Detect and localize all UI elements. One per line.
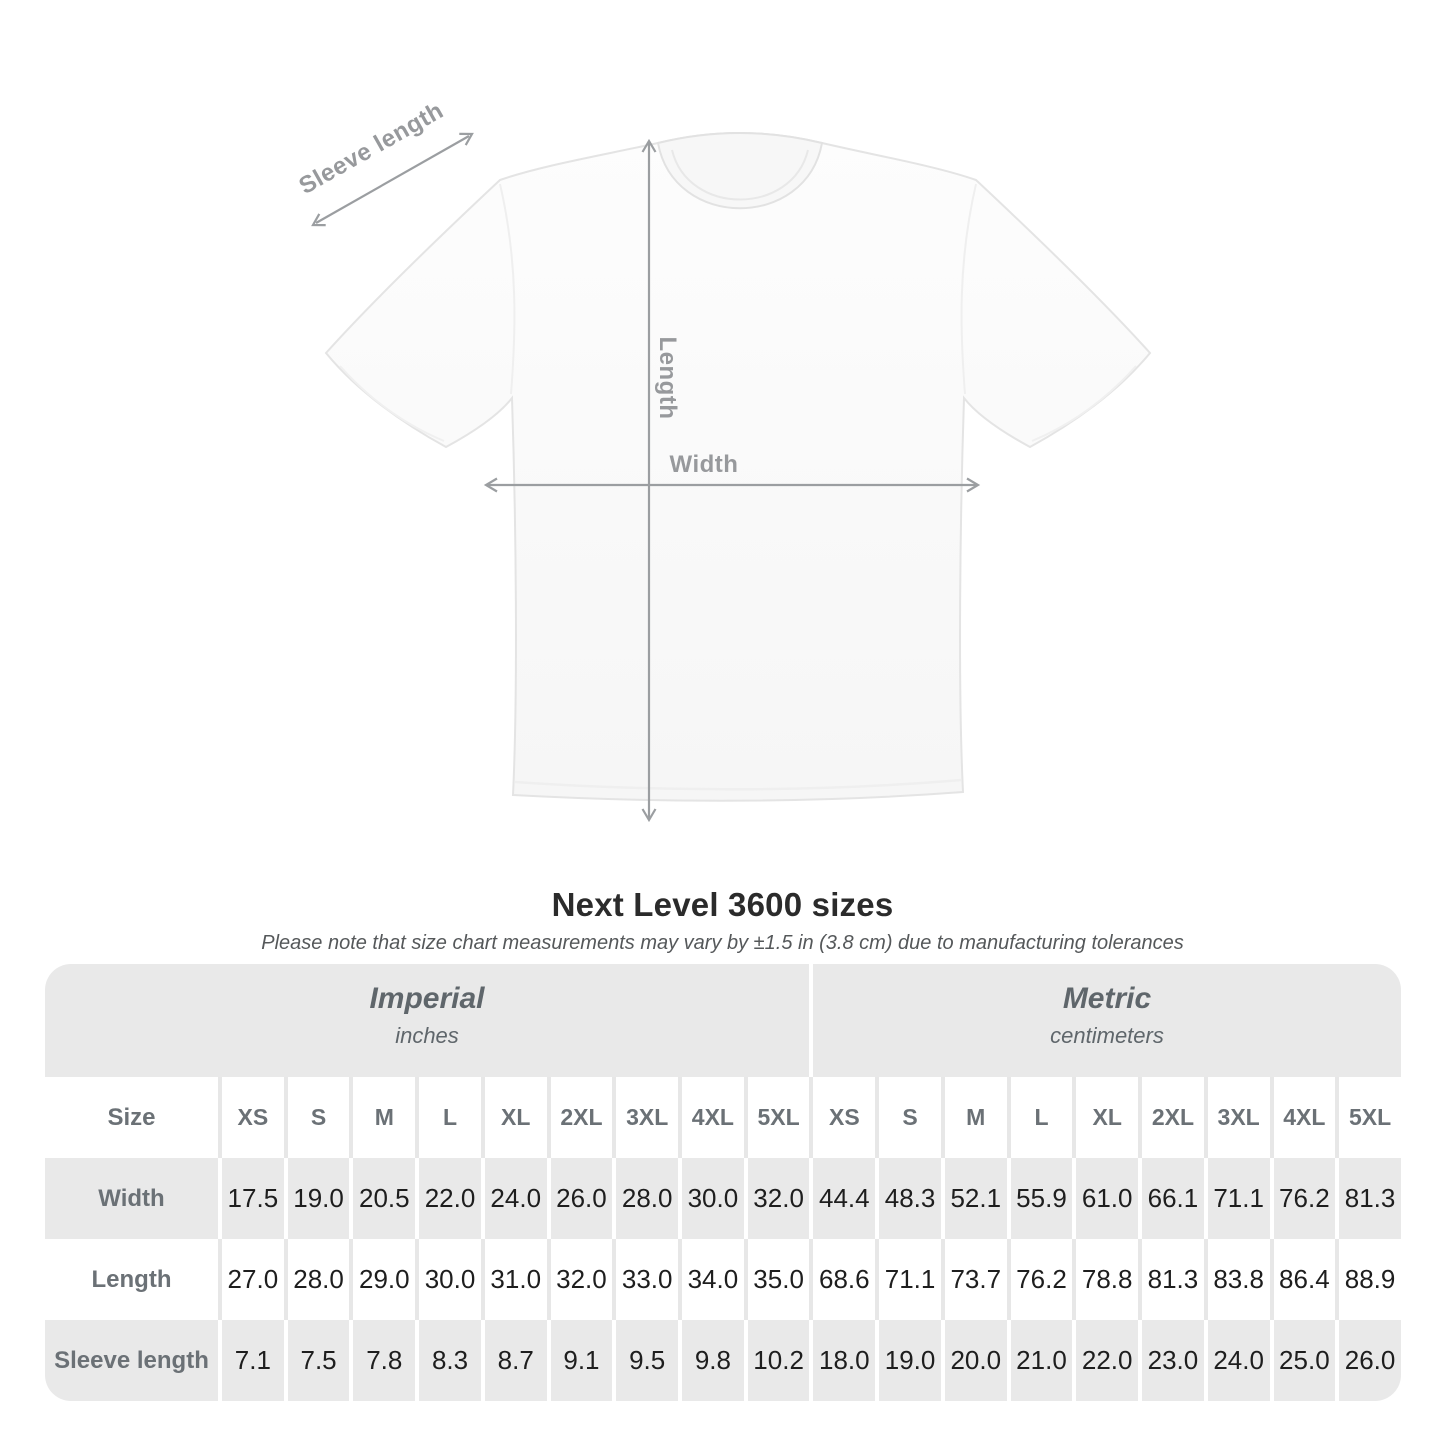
size-header-cell: M: [349, 1077, 415, 1158]
size-header-cell: XL: [1072, 1077, 1138, 1158]
row-label: Sleeve length: [54, 1346, 209, 1374]
size-header-cell: 3XL: [1204, 1077, 1270, 1158]
size-header-cell: M: [941, 1077, 1007, 1158]
measurement-cell: 9.5: [612, 1320, 678, 1401]
measurement-cell: 19.0: [284, 1158, 350, 1239]
imperial-group-name: Imperial: [369, 982, 485, 1015]
measurement-cell: 76.2: [1270, 1158, 1336, 1239]
measurement-cell: 9.1: [547, 1320, 613, 1401]
size-table: [45, 964, 1401, 1401]
measurement-cell: 22.0: [415, 1158, 481, 1239]
measurement-cell: 81.3: [1335, 1158, 1401, 1239]
measurement-cell: 71.1: [1204, 1158, 1270, 1239]
row-label: Length: [91, 1265, 172, 1293]
measure-row-width: [45, 1158, 1401, 1239]
measurement-cell: 32.0: [547, 1239, 613, 1320]
width-label: Width: [669, 451, 739, 478]
measurement-cell: 24.0: [481, 1158, 547, 1239]
measurement-cell: 25.0: [1270, 1320, 1336, 1401]
size-header-cell: XS: [809, 1077, 875, 1158]
size-header-cell: L: [415, 1077, 481, 1158]
measurement-cell: 71.1: [875, 1239, 941, 1320]
measurement-cell: 23.0: [1138, 1320, 1204, 1401]
measurement-cell: 17.5: [218, 1158, 284, 1239]
measurement-cell: 33.0: [612, 1239, 678, 1320]
size-header-cell: S: [284, 1077, 350, 1158]
measurement-cell: 26.0: [547, 1158, 613, 1239]
measurement-cell: 10.2: [744, 1320, 810, 1401]
measurement-cell: 35.0: [744, 1239, 810, 1320]
measurement-cell: 7.1: [218, 1320, 284, 1401]
size-header-cell: 4XL: [1270, 1077, 1336, 1158]
imperial-group-header: [45, 964, 809, 1077]
measurement-cell: 7.5: [284, 1320, 350, 1401]
measurement-cell: 32.0: [744, 1158, 810, 1239]
measurement-cell: 52.1: [941, 1158, 1007, 1239]
metric-group-header: [809, 964, 1401, 1077]
metric-group-name: Metric: [1062, 982, 1152, 1015]
length-label: Length: [654, 336, 681, 420]
measurement-cell: 61.0: [1072, 1158, 1138, 1239]
measurement-cell: 24.0: [1204, 1320, 1270, 1401]
measurement-cell: 26.0: [1335, 1320, 1401, 1401]
measurement-cell: 30.0: [415, 1239, 481, 1320]
measurement-cell: 44.4: [809, 1158, 875, 1239]
size-header-cell: S: [875, 1077, 941, 1158]
measure-row-length: [45, 1239, 1401, 1320]
measurement-cell: 20.5: [349, 1158, 415, 1239]
size-header-cell: XS: [218, 1077, 284, 1158]
measurement-cell: 66.1: [1138, 1158, 1204, 1239]
sleeve-length-label: Sleeve length: [294, 97, 449, 200]
measurement-cell: 19.0: [875, 1320, 941, 1401]
measurement-cell: 22.0: [1072, 1320, 1138, 1401]
measurement-cell: 28.0: [612, 1158, 678, 1239]
measurement-cell: 20.0: [941, 1320, 1007, 1401]
measure-row-sleeve: [45, 1320, 1401, 1401]
size-header-label: Size: [107, 1103, 156, 1131]
measurement-cell: 28.0: [284, 1239, 350, 1320]
measurement-cell: 88.9: [1335, 1239, 1401, 1320]
measurement-cell: 68.6: [809, 1239, 875, 1320]
measurement-cell: 29.0: [349, 1239, 415, 1320]
measurement-cell: 21.0: [1007, 1320, 1073, 1401]
measurement-cell: 48.3: [875, 1158, 941, 1239]
measurement-cell: 73.7: [941, 1239, 1007, 1320]
measurement-cell: 7.8: [349, 1320, 415, 1401]
size-header-cell: XL: [481, 1077, 547, 1158]
row-label: Width: [98, 1184, 165, 1212]
size-header-cell: 4XL: [678, 1077, 744, 1158]
size-header-cell: 5XL: [1335, 1077, 1401, 1158]
measurement-cell: 27.0: [218, 1239, 284, 1320]
measurement-cell: 76.2: [1007, 1239, 1073, 1320]
measurement-cell: 83.8: [1204, 1239, 1270, 1320]
size-header-cell: 2XL: [547, 1077, 613, 1158]
measurement-cell: 8.3: [415, 1320, 481, 1401]
metric-group-unit: centimeters: [1050, 1023, 1164, 1048]
size-header-cell: 3XL: [612, 1077, 678, 1158]
measurement-cell: 8.7: [481, 1320, 547, 1401]
page-title: Next Level 3600 sizes: [551, 886, 894, 923]
measurement-cell: 55.9: [1007, 1158, 1073, 1239]
measurement-cell: 18.0: [809, 1320, 875, 1401]
size-header-cell: 5XL: [744, 1077, 810, 1158]
size-header-cell: 2XL: [1138, 1077, 1204, 1158]
measurement-cell: 30.0: [678, 1158, 744, 1239]
measurement-cell: 34.0: [678, 1239, 744, 1320]
table-header-band: [45, 964, 1401, 1077]
measurement-cell: 78.8: [1072, 1239, 1138, 1320]
measurement-cell: 81.3: [1138, 1239, 1204, 1320]
measurement-cell: 86.4: [1270, 1239, 1336, 1320]
page-subtitle: Please note that size chart measurements may vary by ±1.5 in (3.8 cm) due to manufacturing tolerances: [261, 932, 1184, 954]
size-header-row: [45, 1077, 1401, 1158]
measurement-cell: 9.8: [678, 1320, 744, 1401]
size-header-cell: L: [1007, 1077, 1073, 1158]
imperial-group-unit: inches: [395, 1023, 459, 1048]
measurement-cell: 31.0: [481, 1239, 547, 1320]
